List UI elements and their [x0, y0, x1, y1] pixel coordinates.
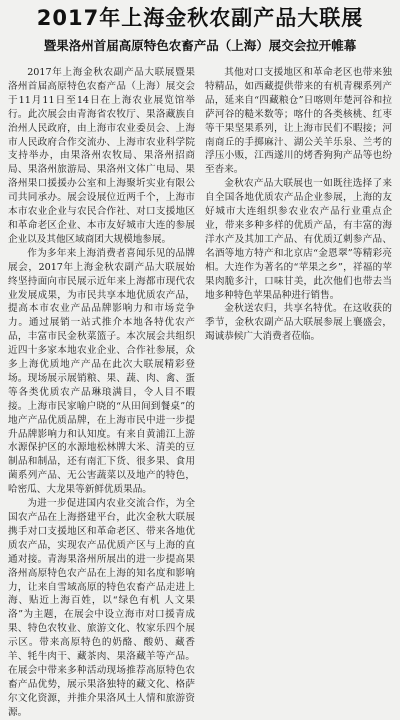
article-paragraph: 2017年上海金秋农副产品大联展暨果洛州首届高原特色农畜产品（上海）展交会于11月11日至14日在上海农业展览馆举行。此次展会由青海省农牧厅、果洛藏族自治州人民政府，由上海市农业委员会、上海市人民政府合作交流办、上海市农业科学院支持举办，由果洛州农牧局、果洛州招商局、果洛州旅游局、果洛州文体广电局、果洛州果口援援办公室和上海聚圻实业有限公司共同承办。展会设展位近两千个，上海市本市农业企业与农民合作社、对口支援地区和革命老区企业、本市友好城市大连的参展企业以及其他区域商团大规模地参展。 [8, 67, 195, 245]
article-column-left [8, 66, 195, 718]
article-paragraph: 金秋送农归，共享名特优。在这收获的季节，金秋农副产品大联展参展上襄盛会，竭诚恭候广大消费者莅临。 [205, 303, 392, 343]
article-column-right [205, 66, 392, 566]
article-subheadline: 暨果洛州首届高原特色农畜产品（上海）展交会拉开帷幕 [43, 38, 357, 53]
article-paragraph: 作为多年来上海消费者喜闻乐见的品牌展会，2017年上海金秋农副产品大联展始终坚持面向市民展示近年来上海都市现代农业发展成果，为市民共享本地优质农产品，提高本市农业产品品牌影响力和市场竞争力。通过展销一站式推介本地各特优农产品，丰富市民金秋菜篮子。本次展会共组织近四十多家本地农业企业、合作社参展，众多上海优质地产产品在此次大联展精彩登场。现场展示展销粮、果、蔬、肉、禽、蛋等各类优质农产品琳琅满目，令人目不暇接。上海市民家喻户晓的“从田间到餐桌”的地产产品优质品牌，在上海市民中进一步提升品牌影响力和认知度。有来自黄浦江上游水源保护区的水源地松林牌大米、清美的豆制品和制品，还有南汇下货、很多果、食用菌系列产品、无公害蔬菜以及地产的特色，哈密瓜、大龙果等新鲜优质果品。 [8, 247, 195, 496]
article-paragraph: 其他对口支援地区和革命老区也带来独特精品，如西藏提供带来的有机青稞系列产品，延来自“四藏粮仓”日喀则年楚河谷和拉萨河谷的糙米数等；喀什的各类核桃、红枣等干果坚果系列，让上海市民们不暇接；河南商丘的手掷麻汁、湖公关羊乐泉、兰考的浮压小贩，江西遂川的烤香狗狗产品等也纷至沓来。 [205, 67, 392, 176]
article-body [8, 66, 392, 718]
article-paragraph: 金秋农产品大联展也一如既往选择了来自全国各地优质农产品企业参展，上海的友好城市大连组织参农业农产品行业重点企业，带来多种多样的优质产品，有丰富的海洋水产及其加工产品、有优质辽刺参产品、名酒等地方特产和北京店“金恩翠”等精彩亮相。大连作为著名的“苹果之乡”，祥福的苹果肉脆多汁，口味甘美，此次他们也带去当地多种特色苹果品种进行销售。 [205, 178, 392, 301]
article-paragraph: 为进一步促进国内农业交流合作，为全国农产品在上海搭建平台，此次金秋大联展携手对口支援地区和革命老区、带来各地优质农产品，实现农产品优质产区与上海的直通对接。青海果洛州所展出的进一步提高果洛州高原特色农产品在上海的知名度和影响力，让来自雪域高原的特色农畜产品走进上海、贴近上海百姓，以“绿色有机 人文果洛”为主题，在展会中设立海市对口援青成果、特色农牧业、旅游文化、牧家乐四个展示区。带来高原特色的奶酪、酸奶、藏香羊、牦牛肉干、藏茶肉、果洛藏羊等产品。在展会中带来多种活动现场推荐高原特色农畜产品优势，展示果洛独特的藏文化、格萨尔文化资源，并推介果洛风土人情和旅游资源。 [8, 498, 195, 718]
article-headline: 2017年上海金秋农副产品大联展 [36, 6, 364, 30]
